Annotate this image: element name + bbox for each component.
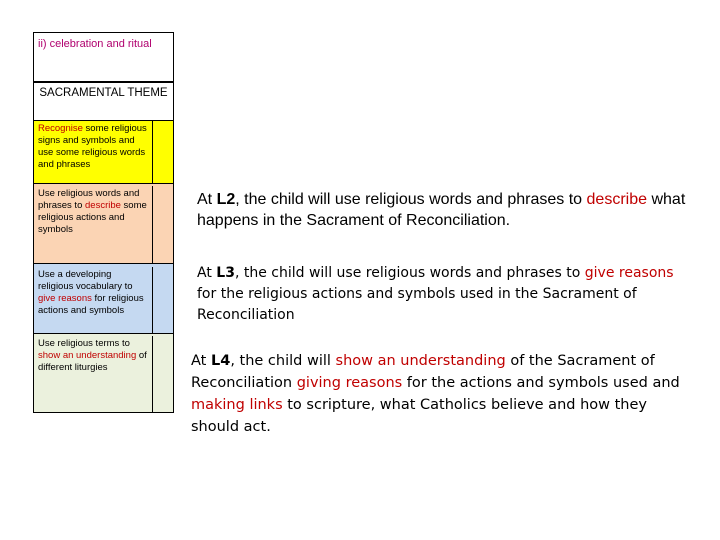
level-3-text-b: for religious actions and symbols bbox=[38, 293, 144, 316]
strand-title-cell bbox=[33, 32, 174, 82]
l2-statement-keyword: describe bbox=[586, 191, 648, 208]
level-2-text-a: Use religious words and phrases to bbox=[38, 188, 140, 211]
l4-statement-keyword-2: giving reasons bbox=[296, 375, 403, 391]
level-4-descriptor bbox=[34, 336, 153, 412]
l3-statement-text-c: for the religious actions and symbols used in the Sacrament of Reconciliation bbox=[197, 286, 637, 323]
level-3-row bbox=[33, 264, 174, 334]
l2-statement-text-c: what happens in the Sacrament of Reconciliation. bbox=[197, 191, 686, 229]
strand-title: ii) celebration and ritual bbox=[38, 38, 152, 50]
level-4-row bbox=[33, 334, 174, 413]
level-1-text: some religious signs and symbols and use some religious words and phrases bbox=[38, 123, 147, 170]
level-3-keyword: give reasons bbox=[38, 293, 92, 304]
level-2-statement bbox=[197, 189, 697, 231]
level-2-descriptor bbox=[34, 186, 153, 263]
level-3-descriptor bbox=[34, 267, 153, 333]
level-4-keyword: show an understanding bbox=[38, 350, 137, 361]
l3-level-label: L3 bbox=[216, 265, 235, 281]
l4-statement-text-e: to scripture, what Catholics believe and how they should act. bbox=[191, 397, 647, 435]
level-1-descriptor bbox=[34, 121, 153, 183]
l4-statement-keyword-3: making links bbox=[191, 397, 283, 413]
l4-statement-keyword-1: show an understanding bbox=[335, 353, 506, 369]
theme-title: SACRAMENTAL THEME bbox=[39, 87, 168, 99]
l4-statement-text-d: for the actions and symbols used and bbox=[402, 375, 680, 391]
level-2-row bbox=[33, 184, 174, 264]
level-4-text-a: Use religious terms to bbox=[38, 338, 130, 349]
l3-statement-text-b: , the child will use religious words and phrases to bbox=[234, 265, 585, 281]
l4-statement-text-a: At bbox=[191, 353, 211, 369]
level-1-keyword: Recognise bbox=[38, 123, 83, 134]
level-3-text-a: Use a developing religious vocabulary to bbox=[38, 269, 133, 292]
level-3-statement bbox=[197, 263, 697, 326]
l2-statement-text-a: At bbox=[197, 191, 217, 208]
theme-title-cell bbox=[33, 82, 174, 120]
level-1-row bbox=[33, 120, 174, 184]
level-2-keyword: describe bbox=[85, 200, 121, 211]
l4-statement-text-c: of the Sacrament of Reconciliation bbox=[191, 353, 655, 391]
l3-statement-keyword: give reasons bbox=[584, 265, 674, 281]
l2-statement-text-b: , the child will use religious words and phrases to bbox=[235, 191, 587, 208]
level-4-text-b: of different liturgies bbox=[38, 350, 147, 373]
l3-statement-text-a: At bbox=[197, 265, 217, 281]
l4-statement-text-b: , the child will bbox=[230, 353, 336, 369]
l4-level-label: L4 bbox=[210, 353, 231, 369]
level-2-text-b: some religious actions and symbols bbox=[38, 200, 147, 235]
level-4-statement bbox=[191, 350, 696, 438]
l2-level-label: L2 bbox=[216, 191, 236, 208]
